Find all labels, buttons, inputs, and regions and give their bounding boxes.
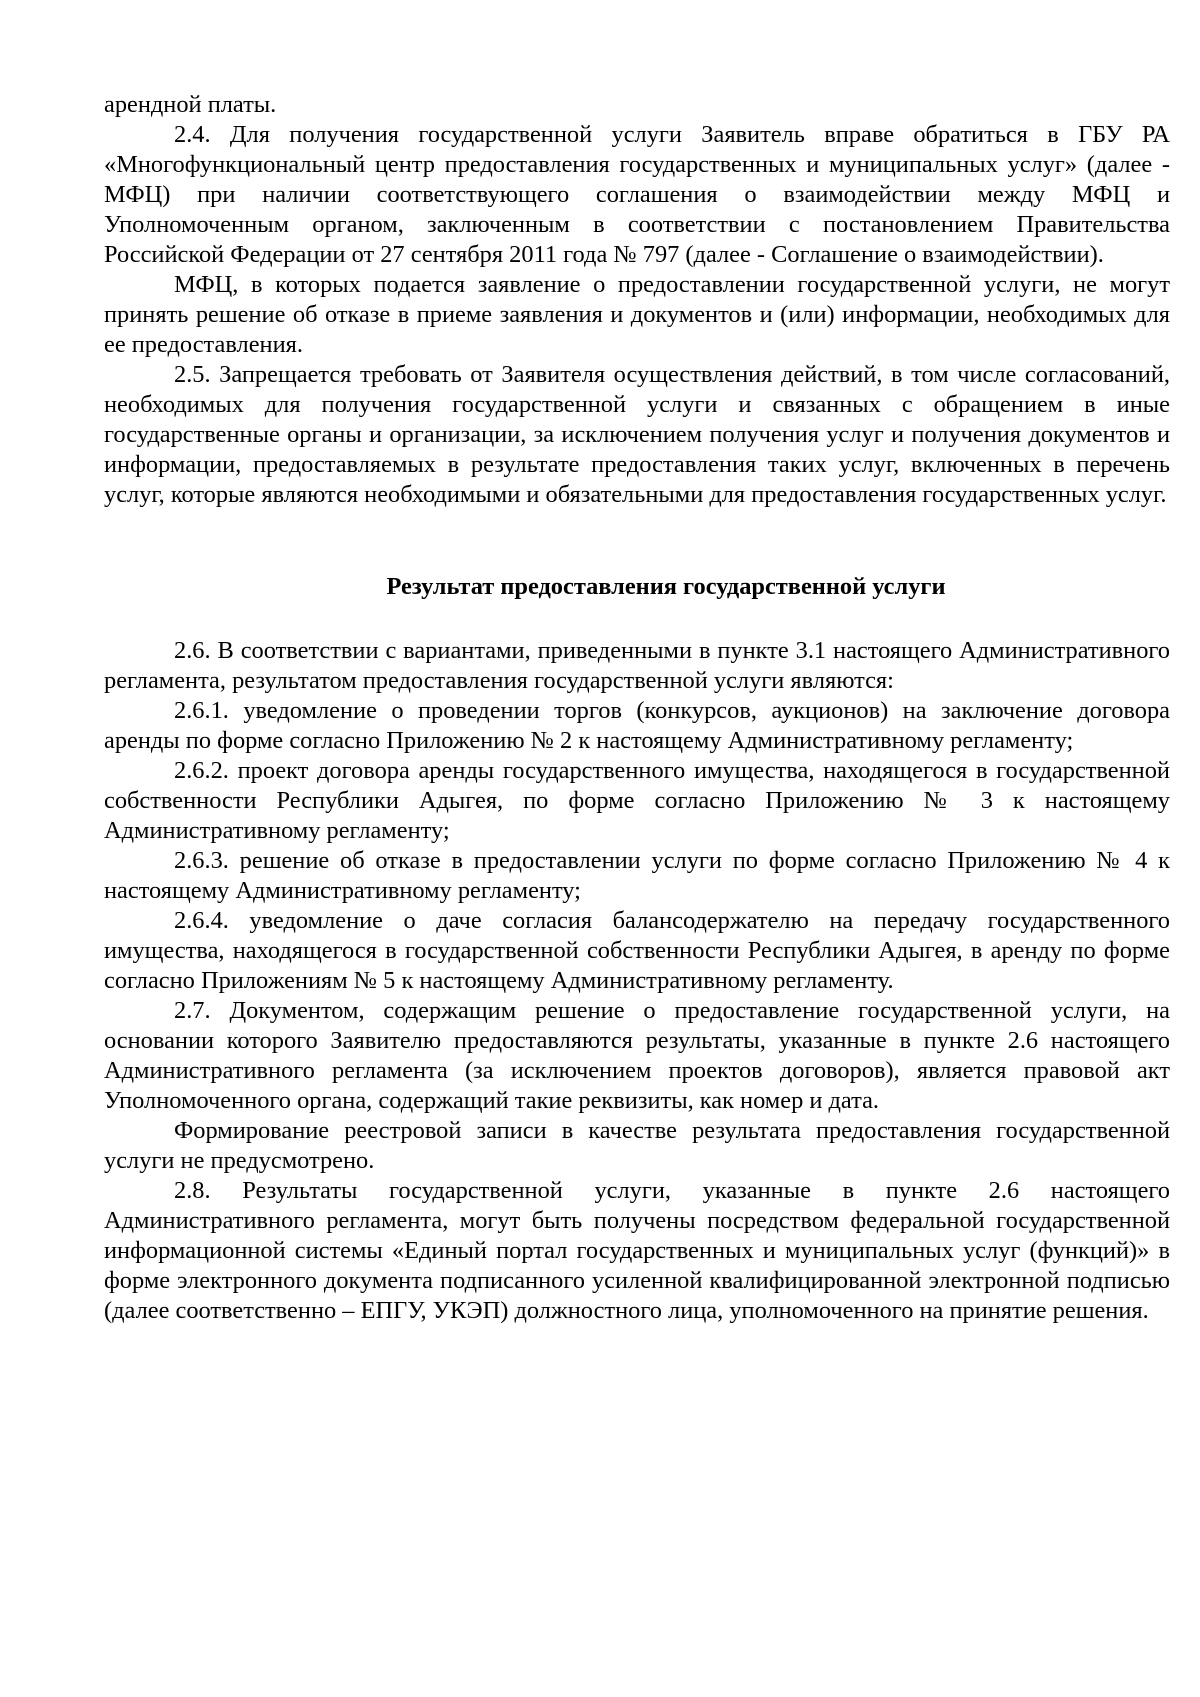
document-page <box>104 90 1170 1326</box>
section-heading: Результат предоставления государственной услуги <box>386 573 946 600</box>
paragraph-continuation: арендной платы. <box>104 91 277 118</box>
paragraph-2-6-2: 2.6.2. проект договора аренды государственного имущества, находящегося в государственной собственности Республики Адыгея, по форме согласно Приложению № 3 к настоящему Административному регламенту; <box>104 757 1170 844</box>
section-heading-container <box>104 570 1170 604</box>
paragraph-2-7: 2.7. Документом, содержащим решение о предоставление государственной услуги, на основании которого Заявителю предоставляются результаты, указанные в пункте 2.6 настоящего Административного регламента (за исключением проектов договоров), является правовой акт Уполномоченного органа, содержащий такие реквизиты, как номер и дата. <box>104 997 1170 1114</box>
paragraph-mfc: МФЦ, в которых подается заявление о предоставлении государственной услуги, не могут принять решение об отказе в приеме заявления и документов и (или) информации, необходимых для ее предоставления. <box>104 271 1170 358</box>
paragraph-2-6: 2.6. В соответствии с вариантами, приведенными в пункте 3.1 настоящего Административного регламента, результатом предоставления государственной услуги являются: <box>104 637 1170 694</box>
paragraph-registry: Формирование реестровой записи в качестве результата предоставления государственной услуги не предусмотрено. <box>104 1117 1170 1174</box>
paragraph-2-5: 2.5. Запрещается требовать от Заявителя осуществления действий, в том числе согласований, необходимых для получения государственной услуги и связанных с обращением в иные государственные органы и организации, за исключением получения услуг и получения документов и информации, предоставляемых в результате предоставления таких услуг, включенных в перечень услуг, которые являются необходимыми и обязательными для предоставления государственных услуг. <box>104 361 1170 508</box>
paragraph-2-6-1: 2.6.1. уведомление о проведении торгов (конкурсов, аукционов) на заключение договора аренды по форме согласно Приложению № 2 к настоящему Административному регламенту; <box>104 697 1170 754</box>
paragraph-2-6-4: 2.6.4. уведомление о даче согласия балансодержателю на передачу государственного имущества, находящегося в государственной собственности Республики Адыгея, в аренду по форме согласно Приложениям № 5 к настоящему Административному регламенту. <box>104 907 1170 994</box>
paragraph-2-8: 2.8. Результаты государственной услуги, указанные в пункте 2.6 настоящего Административного регламента, могут быть получены посредством федеральной государственной информационной системы «Единый портал государственных и муниципальных услуг (функций)» в форме электронного документа подписанного усиленной квалифицированной электронной подписью (далее соответственно – ЕПГУ, УКЭП) должностного лица, уполномоченного на принятие решения. <box>104 1177 1170 1324</box>
paragraph-2-4: 2.4. Для получения государственной услуги Заявитель вправе обратиться в ГБУ РА «Многофункциональный центр предоставления государственных и муниципальных услуг» (далее - МФЦ) при наличии соответствующего соглашения о взаимодействии между МФЦ и Уполномоченным органом, заключенным в соответствии с постановлением Правительства Российской Федерации от 27 сентября 2011 года № 797 (далее - Соглашение о взаимодействии). <box>104 121 1170 268</box>
paragraph-2-6-3: 2.6.3. решение об отказе в предоставлении услуги по форме согласно Приложению № 4 к настоящему Административному регламенту; <box>104 847 1170 904</box>
